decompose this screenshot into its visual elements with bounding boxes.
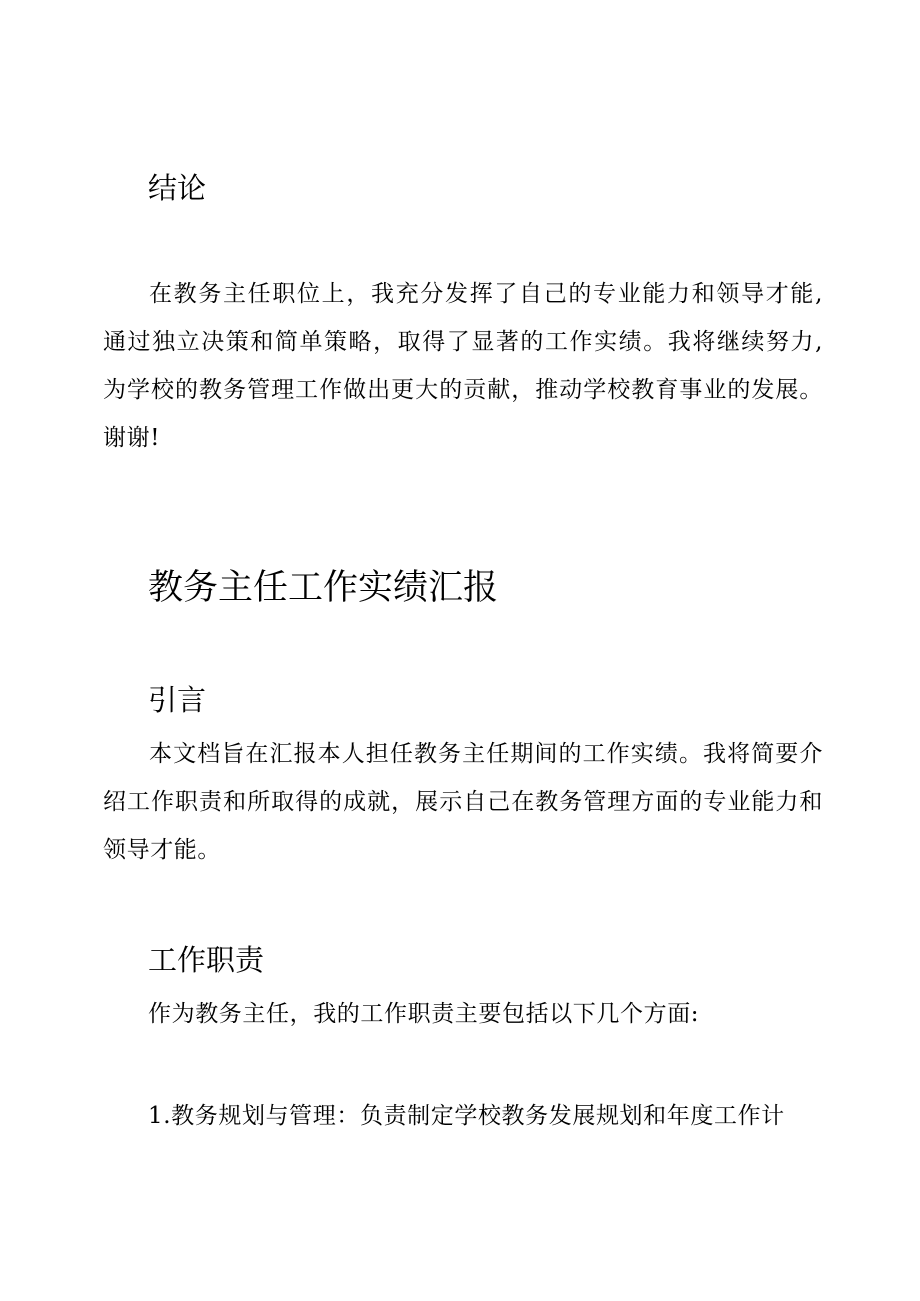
introduction-paragraph: 本文档旨在汇报本人担任教务主任期间的工作实绩。我将简要介绍工作职责和所取得的成就，展示自己在教务管理方面的专业能力和领导才能。 — [103, 741, 823, 863]
introduction-heading: 引言 — [148, 683, 207, 717]
duties-heading: 工作职责 — [148, 943, 265, 977]
conclusion-heading: 结论 — [148, 171, 207, 205]
duties-intro: 作为教务主任，我的工作职责主要包括以下几个方面: — [148, 1001, 700, 1027]
duties-list-item: 1.教务规划与管理：负责制定学校教务发展规划和年度工作计 — [148, 1103, 785, 1129]
conclusion-paragraph: 在教务主任职位上，我充分发挥了自己的专业能力和领导才能, 通过独立决策和简单策略，取得了显著的工作实绩。我将继续努力, 为学校的教务管理工作做出更大的贡献，推动学校教育事业的发展。谢谢! — [103, 281, 823, 451]
report-title: 教务主任工作实绩汇报 — [148, 568, 499, 608]
